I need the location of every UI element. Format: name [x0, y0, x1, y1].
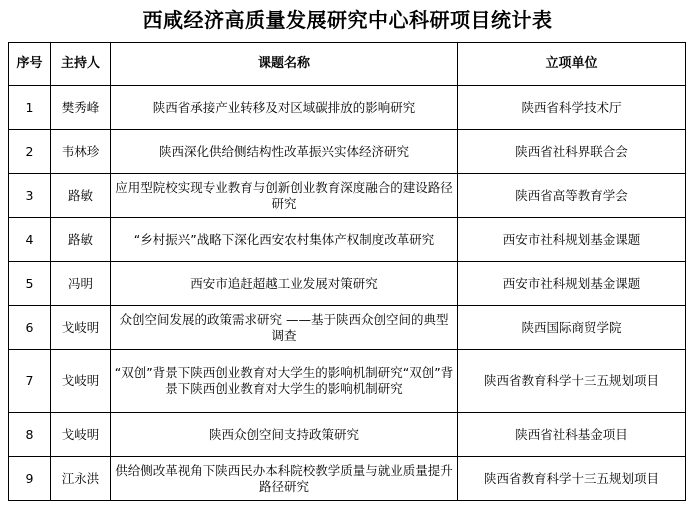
- cell-host: 樊秀峰: [51, 86, 111, 130]
- cell-unit: 陕西省科学技术厅: [458, 86, 686, 130]
- cell-unit: 陕西省高等教育学会: [458, 174, 686, 218]
- cell-unit: 西安市社科规划基金课题: [458, 262, 686, 306]
- table-row: [9, 306, 686, 350]
- cell-project: 陕西深化供给侧结构性改革振兴实体经济研究: [111, 130, 458, 174]
- cell-unit: 陕西省教育科学十三五规划项目: [458, 457, 686, 501]
- table-row: [9, 174, 686, 218]
- cell-no: 2: [9, 130, 51, 174]
- table-row: [9, 130, 686, 174]
- header-unit: 立项单位: [458, 43, 686, 86]
- cell-project: 陕西众创空间支持政策研究: [111, 413, 458, 457]
- cell-unit: 西安市社科规划基金课题: [458, 218, 686, 262]
- cell-project: 应用型院校实现专业教育与创新创业教育深度融合的建设路径研究: [111, 174, 458, 218]
- cell-host: 路敏: [51, 218, 111, 262]
- table-row: [9, 218, 686, 262]
- cell-unit: 陕西省社科界联合会: [458, 130, 686, 174]
- table-row: [9, 86, 686, 130]
- cell-project: 供给侧改革视角下陕西民办本科院校教学质量与就业质量提升路径研究: [111, 457, 458, 501]
- cell-no: 7: [9, 350, 51, 413]
- cell-no: 4: [9, 218, 51, 262]
- cell-host: 冯明: [51, 262, 111, 306]
- project-table: [8, 42, 686, 501]
- cell-host: 路敏: [51, 174, 111, 218]
- document-title: 西咸经济高质量发展研究中心科研项目统计表: [142, 8, 553, 32]
- cell-project: 陕西省承接产业转移及对区域碳排放的影响研究: [111, 86, 458, 130]
- cell-unit: 陕西省社科基金项目: [458, 413, 686, 457]
- cell-no: 3: [9, 174, 51, 218]
- table-row: [9, 457, 686, 501]
- header-no: 序号: [9, 43, 51, 86]
- cell-project: “双创”背景下陕西创业教育对大学生的影响机制研究“双创”背景下陕西创业教育对大学生的影响机制研究: [111, 350, 458, 413]
- cell-no: 8: [9, 413, 51, 457]
- cell-project: “乡村振兴”战略下深化西安农村集体产权制度改革研究: [111, 218, 458, 262]
- cell-unit: 陕西国际商贸学院: [458, 306, 686, 350]
- header-row: [9, 43, 686, 86]
- cell-host: 江永洪: [51, 457, 111, 501]
- header-project: 课题名称: [111, 43, 458, 86]
- cell-host: 韦林珍: [51, 130, 111, 174]
- cell-host: 戈岐明: [51, 413, 111, 457]
- cell-no: 9: [9, 457, 51, 501]
- header-host: 主持人: [51, 43, 111, 86]
- table-row: [9, 262, 686, 306]
- cell-project: 众创空间发展的政策需求研究 ——基于陕西众创空间的典型调查: [111, 306, 458, 350]
- cell-no: 6: [9, 306, 51, 350]
- cell-host: 戈岐明: [51, 306, 111, 350]
- table-row: [9, 413, 686, 457]
- cell-no: 5: [9, 262, 51, 306]
- cell-host: 戈岐明: [51, 350, 111, 413]
- cell-no: 1: [9, 86, 51, 130]
- cell-project: 西安市追赶超越工业发展对策研究: [111, 262, 458, 306]
- cell-unit: 陕西省教育科学十三五规划项目: [458, 350, 686, 413]
- table-row: [9, 350, 686, 413]
